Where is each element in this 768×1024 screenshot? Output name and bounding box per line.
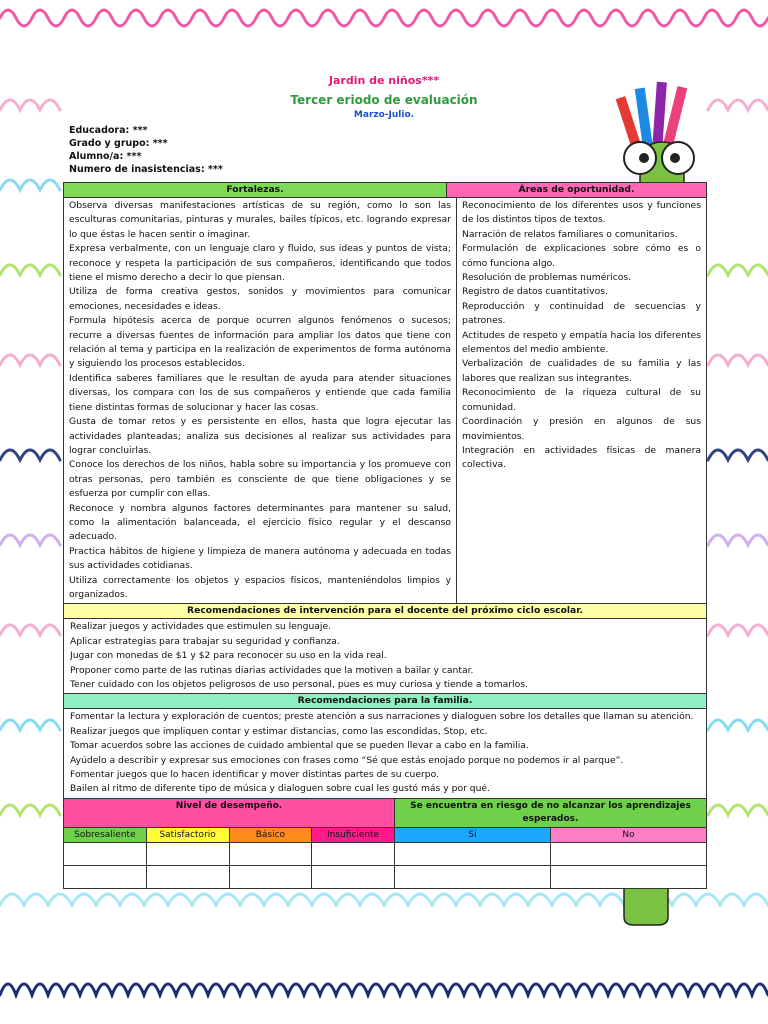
familia-item: Realizar juegos que impliquen contar y estimar distancias, como las escondidas, Stop, etc. (70, 725, 488, 737)
oportunidad-item: Resolución de problemas numéricos. (462, 272, 632, 284)
oportunidad-item: Verbalización de cualidades de su familia y las labores que realizan sus integrantes. (462, 358, 701, 384)
fortaleza-item: Reconoce y nombra algunos factores determinantes para mantener su salud, como la alimentación balanceada, el ejercicio físico regular y el descanso adecuado. (69, 502, 451, 543)
familia-item: Ayúdelo a describir y expresar sus emociones con frases como “Sé que estás enojado porque no podemos ir al parque”. (70, 754, 624, 766)
school-name: Jardin de niños*** (328, 74, 440, 87)
level-sobresaliente[interactable]: Sobresaliente (64, 828, 147, 842)
level-insuficiente[interactable]: Insuficiente (312, 828, 394, 842)
fortaleza-item: Practica hábitos de higiene y limpieza de manera autónoma y adecuada en todas sus actividades cotidianas. (69, 545, 451, 572)
nivel-mark-row (64, 843, 394, 866)
oportunidad-item: Narración de relatos familiares o comunitarios. (462, 228, 678, 240)
oportunidad-item: Formulación de explicaciones sobre cómo es o cómo funciona algo. (462, 243, 701, 269)
fortalezas-list (64, 198, 457, 603)
navy-loop-row-bottom (0, 984, 768, 995)
familia-item: Fomentar la lectura y exploración de cuentos; preste atención a sus narraciones y dialoguen sobre los detalles que llaman su atención. (70, 711, 694, 723)
level-basico[interactable]: Básico (230, 828, 313, 842)
familia-item: Fomentar juegos que lo hacen identificar y mover distintas partes de su cuerpo. (70, 769, 439, 781)
mark-cell[interactable] (312, 843, 394, 865)
mark-cell[interactable] (551, 866, 706, 888)
fortaleza-item: Gusta de tomar retos y es persistente en ellos, hasta que logra ejecutar las actividades planteadas; analiza sus decisiones al realizar sus actividades para lograr concluirlas. (69, 416, 451, 456)
docente-header: Recomendaciones de intervención para el docente del próximo ciclo escolar. (64, 604, 706, 619)
riesgo-header: Se encuentra en riesgo de no alcanzar los aprendizajes esperados. (395, 799, 706, 828)
oportunidad-item: Reconocimiento de la riqueza cultural de su comunidad. (462, 387, 701, 413)
nivel-options (64, 828, 394, 843)
docente-item: Tener cuidado con los objetos peligrosos de uso personal, pues es muy curiosa y tiende a tomarlos. (70, 679, 528, 690)
fortalezas-header: Fortalezas. (64, 183, 447, 197)
fortaleza-item: Observa diversas manifestaciones artísticas de su región, como lo son las esculturas comunitarias, pinturas y murales, bailes típicos, etc. logrando expresar lo que éstas le hacen sentir o imaginar. (69, 200, 451, 240)
alumno-label: Alumno/a: *** (69, 151, 142, 162)
mark-cell[interactable] (64, 866, 147, 888)
docente-item: Proponer como parte de las rutinas diarias actividades que la motiven a bailar y cantar. (70, 664, 474, 676)
fortaleza-item: Identifica saberes familiares que le resultan de ayuda para atender situaciones diversas, los compara con los de sus compañeros y entiende que cada familia tiene distintas formas de solucionar y hacer las cosas. (69, 372, 451, 413)
oportunidad-item: Coordinación y presión en algunos de sus movimientos. (462, 416, 701, 442)
pink-loop-row-top (0, 10, 768, 26)
mark-cell[interactable] (230, 866, 313, 888)
level-satisfactorio[interactable]: Satisfactorio (147, 828, 230, 842)
docente-list (64, 619, 706, 694)
strengths-header-row (64, 183, 706, 198)
mark-cell[interactable] (395, 866, 551, 888)
riesgo-mark-row-2 (395, 866, 706, 888)
evaluation-sheet (63, 182, 707, 889)
familia-list (64, 709, 706, 798)
oportunidad-header: Áreas de oportunidad. (447, 183, 706, 197)
mark-cell[interactable] (551, 843, 706, 865)
nivel-section (64, 799, 395, 888)
mark-cell[interactable] (64, 843, 147, 865)
riesgo-si[interactable]: Si (395, 828, 551, 842)
student-info (69, 124, 223, 176)
nivel-mark-row-2 (64, 866, 394, 888)
educadora-label: Educadora: *** (69, 125, 148, 136)
mark-cell[interactable] (147, 843, 230, 865)
docente-item: Aplicar estrategias para trabajar su seguridad y confianza. (70, 635, 340, 647)
familia-item: Bailen al ritmo de diferente tipo de música y dialoguen sobre cual les gustó más y por qué. (70, 783, 490, 795)
fortaleza-item: Utiliza de forma creativa gestos, sonidos y movimientos para comunicar emociones, necesidades e ideas. (69, 286, 451, 312)
riesgo-section (395, 799, 706, 888)
inasistencias-label: Numero de inasistencias: *** (69, 164, 223, 175)
oportunidad-item: Registro de datos cuantitativos. (462, 286, 608, 298)
fortaleza-item: Utiliza correctamente los objetos y espacios físicos, manteniéndolos limpios y organizados. (69, 574, 451, 600)
familia-item: Tomar acuerdos sobre las acciones de cuidado ambiental que se pueden llevar a cabo en la familia. (70, 740, 529, 752)
oportunidad-list (457, 198, 706, 603)
fortaleza-item: Expresa verbalmente, con un lenguaje claro y fluido, sus ideas y puntos de vista; reconoce y respeta la participación de sus compañeros, identificando que todos tiene el mismo derecho a decir lo que piensan. (69, 243, 451, 284)
riesgo-no[interactable]: No (551, 828, 706, 842)
oportunidad-item: Reconocimiento de los diferentes usos y funciones de los distintos tipos de textos. (462, 200, 701, 226)
mark-cell[interactable] (147, 866, 230, 888)
fortaleza-item: Conoce los derechos de los niños, habla sobre su importancia y los promueve con otras personas, pero también es consciente de que tiene obligaciones y se esfuerza por cumplir con ellas. (69, 459, 451, 500)
period-title: Tercer eriodo de evaluación (290, 93, 478, 107)
mark-cell[interactable] (230, 843, 313, 865)
fortaleza-item: Formula hipótesis acerca de porque ocurren algunos fenómenos o sucesos; recurre a diversas fuentes de información para ampliar los datos que tiene con relación al tema y participa en la realización de experimentos de forma autónoma y siguiendo los procesos establecidos. (69, 315, 451, 370)
riesgo-options (395, 828, 706, 843)
grado-label: Grado y grupo: *** (69, 138, 168, 149)
familia-header: Recomendaciones para la familia. (64, 694, 706, 709)
strengths-body-row (64, 198, 706, 604)
evaluation-grid (64, 799, 706, 888)
riesgo-mark-row (395, 843, 706, 866)
oportunidad-item: Reproducción y continuidad de secuencias y patrones. (462, 300, 701, 327)
docente-item: Realizar juegos y actividades que estimulen su lenguaje. (70, 621, 332, 633)
oportunidad-item: Actitudes de respeto y empatía hacia los diferentes elementos del medio ambiente. (462, 329, 701, 356)
nivel-header: Nivel de desempeño. (64, 799, 394, 828)
mark-cell[interactable] (395, 843, 551, 865)
docente-item: Jugar con monedas de $1 y $2 para reconocer su uso en la vida real. (70, 650, 387, 662)
oportunidad-item: Integración en actividades físicas de manera colectiva. (462, 444, 701, 471)
mark-cell[interactable] (312, 866, 394, 888)
period-months: Marzo-Julio. (353, 110, 415, 120)
